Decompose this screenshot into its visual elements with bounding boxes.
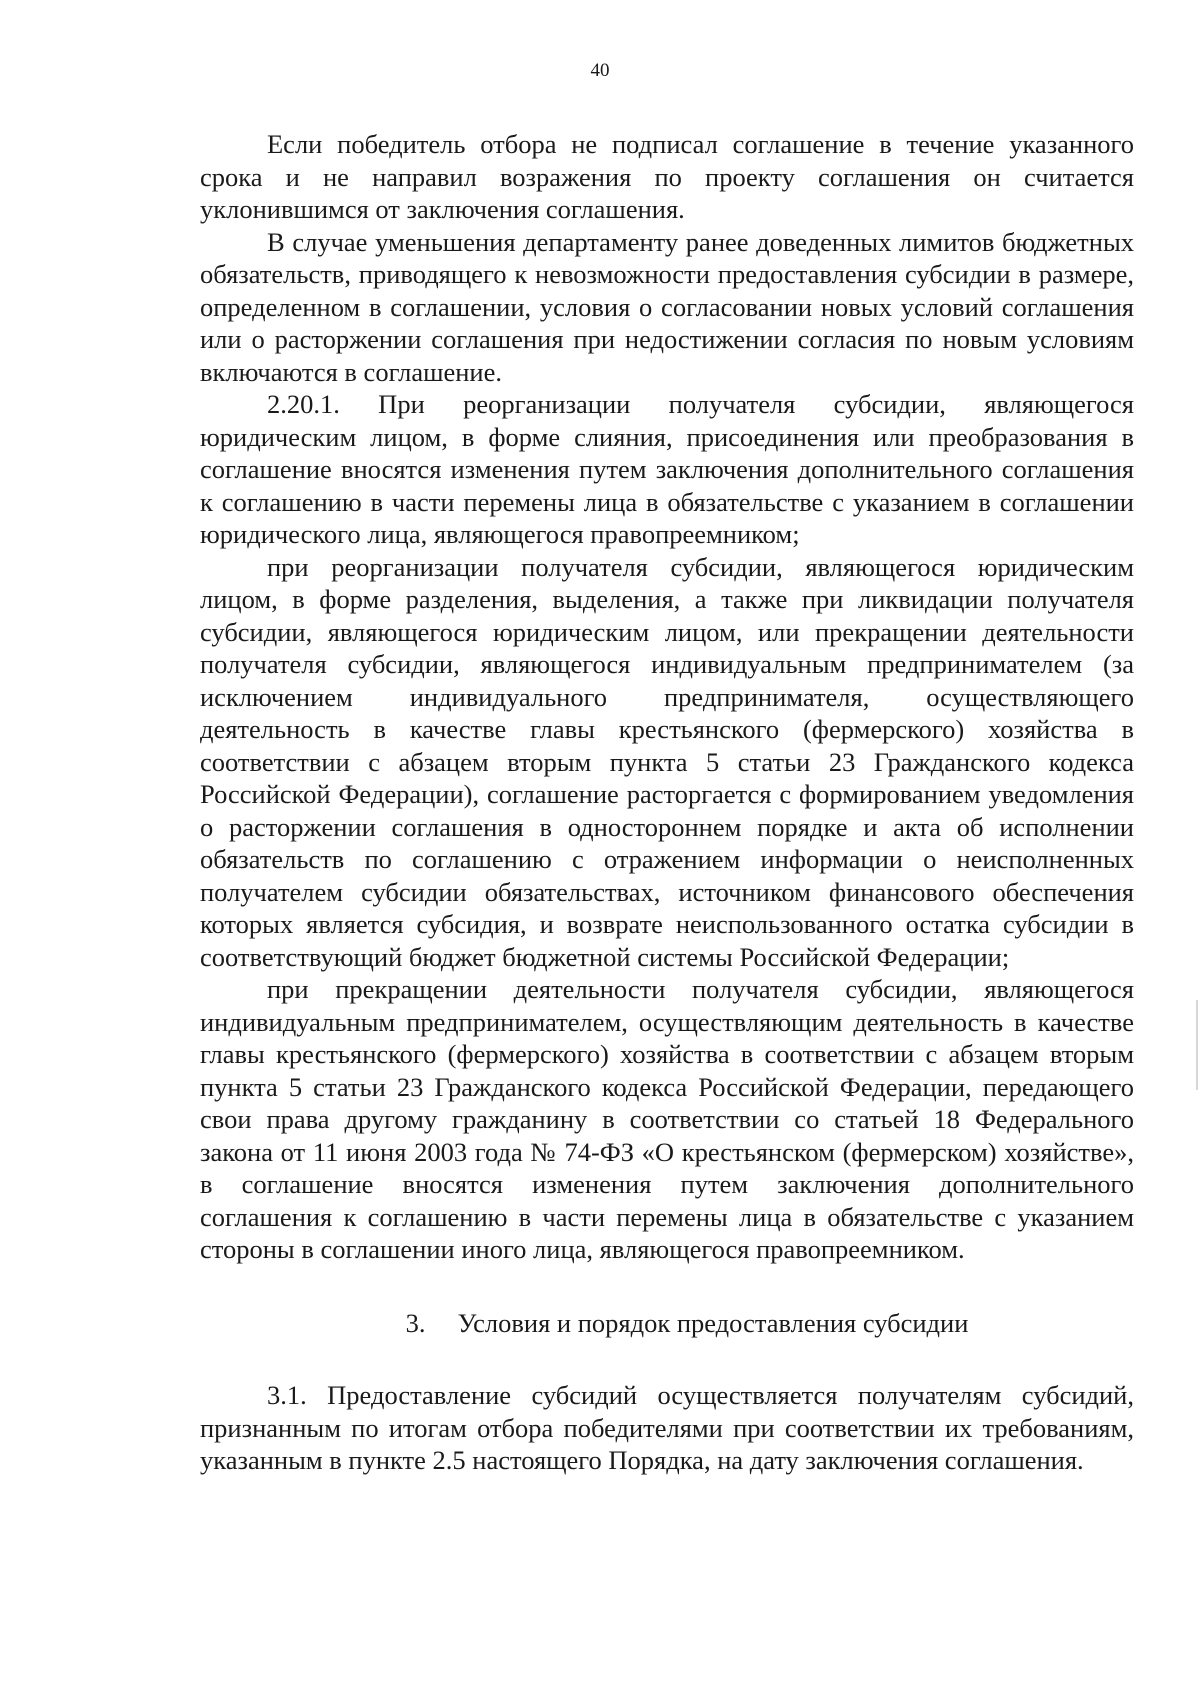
page-number: 40 <box>590 60 610 81</box>
scan-edge-mark <box>1196 1000 1198 1090</box>
section-heading <box>200 1307 1134 1340</box>
paragraph-farm-transfer: при прекращении деятельности получателя субсидии, являющегося индивидуальным предпринимателем, осуществляющим деятельность в качестве главы крестьянского (фермерского) хозяйства в соответствии с абзацем вторым пункта 5 статьи 23 Гражданского кодекса Российской Федерации, передающего свои права другому гражданину в соответствии со статьей 18 Федерального закона от 11 июня 2003 года № 74-ФЗ «О крестьянском (фермерском) хозяйстве», в соглашение вносятся изменения путем заключения дополнительного соглашения к соглашению в части перемены лица в обязательстве с указанием стороны в соглашении иного лица, являющегося правопреемником. <box>200 974 1134 1264</box>
document-body <box>200 128 1134 1477</box>
paragraph-refusal: Если победитель отбора не подписал соглашение в течение указанного срока и не направил возражения по проекту соглашения он считается уклонившимся от заключения соглашения. <box>200 129 1134 224</box>
section-title: Условия и порядок предоставления субсидии <box>457 1307 969 1338</box>
paragraph-2-20-1: 2.20.1. При реорганизации получателя субсидии, являющегося юридическим лицом, в форме слияния, присоединения или преобразования в соглашение вносятся изменения путем заключения дополнительного соглашения к соглашению в части перемены лица в обязательстве с указанием в соглашении юридического лица, являющегося правопреемником; <box>200 389 1134 549</box>
paragraph-3-1: 3.1. Предоставление субсидий осуществляется получателям субсидий, признанным по итогам отбора победителями при соответствии их требованиям, указанным в пункте 2.5 настоящего Порядка, на дату заключения соглашения. <box>200 1380 1134 1475</box>
section-number: 3. <box>405 1307 426 1338</box>
paragraph-limits-reduction: В случае уменьшения департаменту ранее доведенных лимитов бюджетных обязательств, приводящего к невозможности предоставления субсидии в размере, определенном в соглашении, условия о согласовании новых условий соглашения или о расторжении соглашения при недостижении согласия по новым условиям включаются в соглашение. <box>200 226 1134 387</box>
paragraph-reorganization-division: при реорганизации получателя субсидии, являющегося юридическим лицом, в форме разделения, выделения, а также при ликвидации получателя субсидии, являющегося юридическим лицом, или прекращении деятельности получателя субсидии, являющегося индивидуальным предпринимателем (за исключением индивидуального предпринимателя, осуществляющего деятельность в качестве главы крестьянского (фермерского) хозяйства в соответствии с абзацем вторым пункта 5 статьи 23 Гражданского кодекса Российской Федерации), соглашение расторгается с формированием уведомления о расторжении соглашения в одностороннем порядке и акта об исполнении обязательств по соглашению с отражением информации о неисполненных получателем субсидии обязательствах, источником финансового обеспечения которых является субсидия, и возврате неиспользованного остатка субсидии в соответствующий бюджет бюджетной системы Российской Федерации; <box>200 551 1134 972</box>
